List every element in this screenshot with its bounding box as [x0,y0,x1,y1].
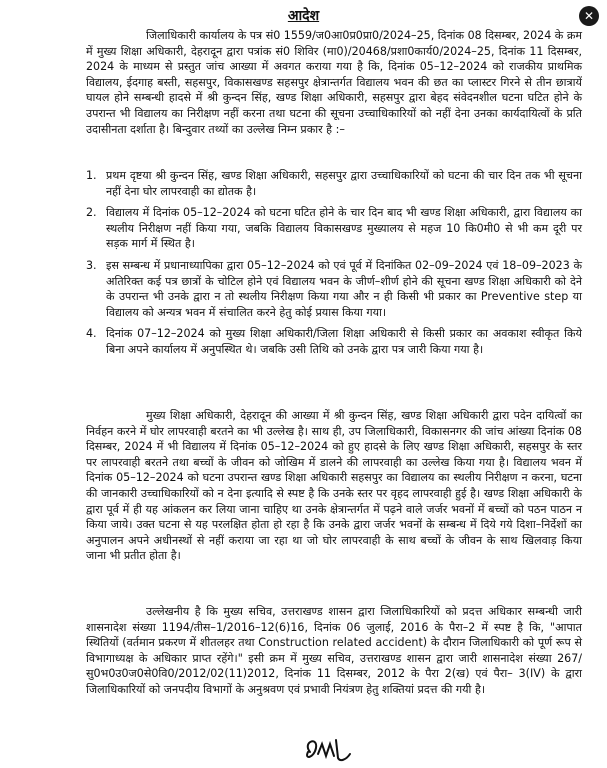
list-item-number: 3. [86,258,97,272]
signature [296,732,356,766]
list-item-text: दिनांक 07–12–2024 को मुख्य शिक्षा अधिकारी/जिला शिक्षा अधिकारी से किसी प्रकार का अवकाश स्वीकृत किये बिना अपने कार्यालय में अनुपस्थित थे। जबकि उसी तिथि को उनके द्वारा पत्र जारी किया गया है। [106,327,582,356]
list-item [86,168,582,199]
list-item [86,205,582,252]
list-item-number: 4. [86,327,97,341]
body-paragraph-2 [86,408,582,564]
body-paragraph-2-text: मुख्य शिक्षा अधिकारी, देहरादून की आख्या में श्री कुन्दन सिंह, खण्ड शिक्षा अधिकारी द्वारा पदेन दायित्वों का निर्वहन करने में घोर लापरवाही बरतने का भी उल्लेख है। साथ ही, उप जिलाधिकारी, विकासनगर की जांच आंख्या दिनांक 08 दिसम्बर, 2024 में भी विद्यालय में दिनांक 05–12–2024 को हुए हादसे के लिए खण्ड शिक्षा अधिकारी, सहसपुर के स्तर पर लापरवाही बरतने तथा बच्चों के जीवन को जोखिम में डालने की लापरवाही का उल्लेख किया गया है। विद्यालय भवन में दिनांक 05–12–2024 को घटना उपरान्त खण्ड शिक्षा अधिकारी सहसपुर का विद्यालय का स्थलीय निरीक्षण न करना, घटना की जानकारी उच्चाधिकारियों को न देना इत्यादि से स्पष्ट है कि उनके स्तर पर वृहद लापरवाही हुई है। खण्ड शिक्षा अधिकारी के द्वारा पूर्व में ही यह आंकलन कर लिया जाना चाहिए था उनके क्षेत्रान्तर्गत में पढ़ने वाले जर्जर भवनों में बच्चों को पठन पाठन न किया जाये। उक्त घटना से यह परलक्षित होता हो रहा है कि उनके द्वारा जर्जर भवनों के सम्बन्ध में दिये गये दिशा–निर्देशों का अनुपालन अपने अधीनस्थों से नहीं कराया जा रहा था जो घोर लापरवाही के साथ बच्चों के जीवन के साथ खिलवाड़ किया जाना भी प्रतीत होता है। [86,409,582,563]
intro-paragraph [86,28,582,137]
page-title: आदेश [287,8,320,24]
list-item [86,326,582,357]
close-icon[interactable]: ✕ [579,6,599,26]
list-item-text: इस सम्बन्ध में प्रधानाध्यापिका द्वारा 05–12–2024 को एवं पूर्व में दिनांकित 02–09–2024 एवं 18–09–2023 के अतिरिक्त कई पत्र छात्रों के चोटिल होने एवं विद्यालय भवन के जीर्ण–शीर्ण होने की सूचना खण्ड शिक्षा अधिकारी को देने के उपरान्त भी उनके द्वारा न तो स्थलीय निरीक्षण किया गया और न ही किसी भी प्रकार का Preventive step या विद्यालय को अन्यत्र भवन में संचालित करने हेतु कोई प्रयास किया गया। [106,258,582,319]
points-list [86,168,582,364]
body-paragraph-3 [86,604,582,698]
list-item-number: 1. [86,169,97,182]
list-item-number: 2. [86,206,97,220]
intro-text: जिलाधिकारी कार्यालय के पत्र सं0 1559/ज0आ0प्र0प्रा0/2024–25, दिनांक 08 दिसम्बर, 2024 के क्रम में मुख्य शिक्षा अधिकारी, देहरादून द्वारा पत्रांक सं0 शिविर (मा0)/20468/प्रशा0कार्य0/2024–25, दिनांक 11 दिसम्बर, 2024 के माध्यम से प्रस्तुत जांच आख्या में अवगत कराया गया है कि, दिनांक 05–12–2024 को राजकीय प्राथमिक विद्यालय, ईदगाह बस्ती, सहसपुर, विकासखण्ड सहसपुर क्षेत्रान्तर्गत विद्यालय भवन की छत का प्लास्टर गिरने से तीन छात्रायें घायल होने सम्बन्धी हादसे में श्री कुन्दन सिंह, खण्ड शिक्षा अधिकारी, सहसपुर द्वारा बेहद संवेदनशील घटना घटित होने के उपरान्त भी विद्यालय का निरीक्षण नहीं करना तथा घटना की सूचना उच्चाधिकारियों को नहीं देना उनका कार्यदायित्वों के प्रति उदासीनता दर्शाता है। बिन्दुवार तथ्यों का उल्लेख निम्न प्रकार है :– [86,29,582,136]
body-paragraph-3-text: उल्लेखनीय है कि मुख्य सचिव, उत्तराखण्ड शासन द्वारा जिलाधिकारियों को प्रदत्त अधिकार सम्बन्धी जारी शासनादेश संख्या 1194/तीस–1/2016–12(6)16, दिनांक 06 जुलाई, 2016 के पैरा–2 में स्पष्ट है कि, "आपात स्थितियों (वर्तमान प्रकरण में शीतलहर तथा Construction related accident) के दौरान जिलाधिकारी को पूर्ण रूप से विभागाध्यक्ष के अधिकार प्राप्त रहेंगे।" इसी क्रम में मुख्य सचिव, उत्तराखण्ड शासन द्वारा जारी शासनादेश संख्या 267/सु0भ0उ0ज0से0वि0/2012/02(11)2012, दिनांक 11 दिसम्बर, 2012 के पैरा 2(ख) एवं पैरा– 3(IV) के द्वारा जिलाधिकारियों को जनपदीय विभागों के अनुश्रवण एवं प्रभावी नियंत्रण हेतु शक्तियां प्रदत्त की गयी है। [86,605,582,696]
list-item-text: विद्यालय में दिनांक 05–12–2024 को घटना घटित होने के चार दिन बाद भी खण्ड शिक्षा अधिकारी, द्वारा विद्यालय का स्थलीय निरीक्षण नहीं किया गया, जबकि विद्यालय विकासखण्ड मुख्यालय से महज 10 कि0मी0 से भी कम दूरी पर सड़क मार्ग में स्थित है। [106,206,582,251]
list-item-text: प्रथम दृष्टया श्री कुन्दन सिंह, खण्ड शिक्षा अधिकारी, सहसपुर द्वारा उच्चाधिकारियों को घटना की चार दिन तक भी सूचना नहीं देना घोर लापरवाही का द्योतक है। [106,169,582,198]
list-item [86,258,582,320]
